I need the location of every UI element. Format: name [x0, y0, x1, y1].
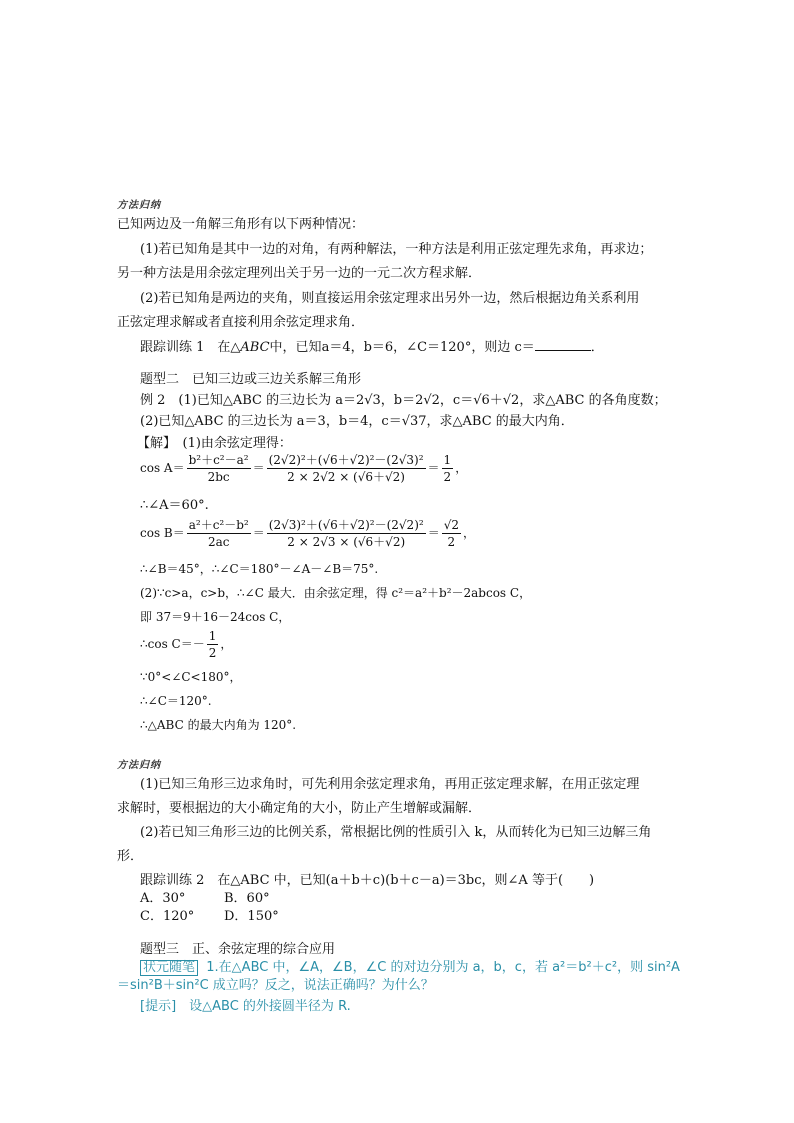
part2-step2: 即 37＝9＋16－24cos C， [140, 610, 291, 624]
training-exercise-1 [140, 338, 604, 357]
cosA-res-den: 2 [443, 470, 452, 484]
angle-B-result: ∴∠B＝45°，∴∠C＝180°－∠A－∠B＝75°. [140, 562, 379, 576]
cosA-f1-num: b²＋c²－a² [188, 453, 249, 467]
training-1-mid: 中，已知 [269, 340, 322, 355]
training-exercise-2: 跟踪训练 2 在△ABC 中，已知(a＋b＋c)(b＋c－a)＝3bc，则∠A 等于( ) [140, 873, 595, 888]
method-point-2a: (2)若已知角是两边的夹角，则直接运用余弦定理求出另外一边，然后根据边角关系利用 [140, 291, 640, 306]
method-point-1a: (1)若已知角是其中一边的对角，有两种解法，一种方法是利用正弦定理先求角，再求边； [140, 242, 653, 257]
cosB-result [442, 517, 461, 550]
option-c[interactable]: C．120° [140, 909, 195, 924]
cosB-f1-num: a²＋c²－b² [188, 518, 249, 532]
option-d[interactable]: D．150° [224, 909, 279, 924]
part2-step3: ∴cos C＝－ $\frac{1}{2}$ ， [140, 629, 233, 660]
cosA-res-num: 1 [443, 453, 452, 467]
method-point-1b: 另一种方法是用余弦定理列出关于另一边的一元二次方程求解． [117, 266, 482, 281]
training-1-prefix: 跟踪训练 1 在△ [140, 340, 241, 355]
section-title-type3: 题型三 正、余弦定理的综合应用 [140, 942, 336, 957]
cosA-fraction-1 [187, 452, 251, 485]
type3-question-line2: ＝sin²B＋sin²C 成立吗？反之，说法正确吗？为什么？ [117, 978, 434, 993]
cosA-f1-den: 2bc [207, 470, 230, 484]
method2-point-1a: (1)已知三角形三边求角时，可先利用余弦定理求角，再用正弦定理求解，在用正弦定理 [140, 777, 640, 792]
cosB-lhs: cos B＝ [140, 526, 185, 540]
example-2-line1: 例 2 (1)已知△ABC 的三边长为 a＝2√3，b＝2√2，c＝√6＋√2，求△ABC 的各角度数； [140, 393, 667, 408]
cosA-result [442, 452, 454, 485]
cosC-lhs: ∴cos C＝－ [140, 637, 205, 651]
cosB-res-den: 2 [447, 535, 456, 549]
options-row-2 [140, 908, 308, 926]
method-point-2b: 正弦定理求解或者直接利用余弦定理求角． [117, 315, 365, 330]
cosB-f2-num: (2√3)²＋(√6＋√2)²－(2√2)² [268, 518, 424, 532]
cosA-equation: cos A＝ $\frac{\text{b²＋c²－a²}}{2bc}$ ＝ $\frac{\text{(2√2)²＋(√6＋√2)²－(2√3)²}}{2 \times 2√2 \times (√6+√2)}$ ＝ $\frac{1}{2}$ ， [140, 453, 468, 484]
cosA-f2-den: 2 × 2√2 × (√6＋√2) [287, 470, 405, 484]
cosA-f2-num: (2√2)²＋(√6＋√2)²－(2√3)² [268, 453, 424, 467]
option-a[interactable]: A．30° [140, 891, 186, 906]
cosB-fraction-2 [267, 517, 426, 550]
part2-step5: ∴∠C＝120°. [140, 694, 212, 708]
method-intro: 已知两边及一角解三角形有以下两种情况： [117, 217, 365, 232]
part2-step1: (2)∵c>a，c>b，∴∠C 最大．由余弦定理，得 c²＝a²＋b²－2abcos C， [140, 586, 532, 600]
training-1-condition: a＝4，b＝6，∠C＝120°，则边 c＝ [321, 340, 535, 355]
cosA-fraction-2 [267, 452, 426, 485]
option-b[interactable]: B．60° [224, 891, 270, 906]
cosB-f2-den: 2 × 2√3 × (√6＋√2) [287, 535, 406, 549]
options-row-1 [140, 890, 308, 908]
part2-step6: ∴△ABC 的最大内角为 120°. [140, 718, 297, 732]
solution-heading: 【解】 (1)由余弦定理得： [137, 436, 292, 451]
type3-hint: [提示] 设△ABC 的外接圆半径为 R. [140, 999, 351, 1014]
cosB-fraction-1 [187, 517, 251, 550]
method2-point-1b: 求解时，要根据边的大小确定角的大小，防止产生增解或漏解． [117, 801, 482, 816]
method-summary-tag-2: 方法归纳 [117, 760, 161, 771]
section-title-type2: 题型二 已知三边或三边关系解三角形 [140, 372, 362, 387]
cosC-fraction [207, 628, 219, 661]
method2-point-2b: 形． [117, 849, 144, 864]
tip-badge: 状元随笔 [140, 960, 198, 976]
training-1-end: ． [590, 340, 604, 355]
cosB-res-num: √2 [443, 518, 459, 532]
cosA-lhs: cos A＝ [140, 461, 185, 475]
answer-blank[interactable] [535, 338, 591, 351]
cosC-num: 1 [208, 629, 217, 643]
cosB-f1-den: 2ac [207, 535, 230, 549]
part2-step4: ∵0°<∠C<180°， [140, 670, 242, 684]
method2-point-2a: (2)若已知三角形三边的比例关系，常根据比例的性质引入 k，从而转化为已知三边解三角 [140, 825, 652, 840]
example-2-line2: (2)已知△ABC 的三边长为 a＝3，b＝4，c＝√37，求△ABC 的最大内角． [140, 414, 574, 429]
type3-question-line1 [140, 959, 680, 977]
cosB-equation: cos B＝ $\frac{\text{a²＋c²－b²}}{2ac}$ ＝ $\frac{\text{(2√3)²＋(√6＋√2)²－(2√2)²}}{2 \times 2√3 \times (√6+√2)}$ ＝ $\frac{√2}{2}$ ， [140, 518, 475, 549]
training-1-triangle: ABC [240, 340, 270, 355]
method-summary-tag: 方法归纳 [117, 200, 161, 211]
question-line1-text: 1.在△ABC 中，∠A，∠B，∠C 的对边分别为 a，b，c，若 a²＝b²＋c²，则 sin²A [206, 960, 680, 975]
cosC-den: 2 [208, 646, 217, 660]
angle-A-result: ∴∠A＝60°. [140, 498, 209, 513]
